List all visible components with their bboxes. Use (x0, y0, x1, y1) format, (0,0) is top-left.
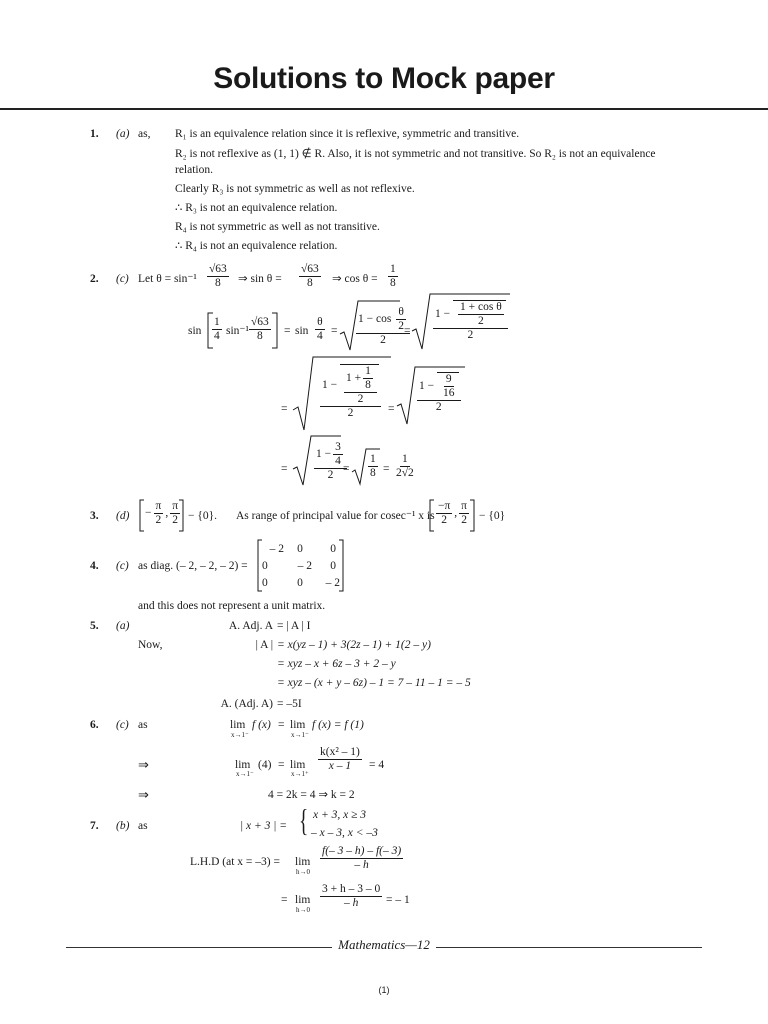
q4-number: 4. (90, 560, 99, 572)
fraction-denominator: 2 (327, 469, 334, 481)
q1-line-6: R₄ is not symmetric as well as not transitive. (175, 221, 380, 233)
q6-k-frac (316, 746, 364, 773)
q6-implies-2: ⇒ (138, 787, 149, 802)
fraction-numerator: 1 (370, 453, 376, 465)
fraction-denominator: 2 (357, 393, 364, 405)
fraction-numerator: f(– 3 – h) – f(– 3) (322, 845, 402, 857)
q2-sin-frac (297, 263, 323, 290)
q7-eq: = (281, 894, 288, 906)
q2-l2-frac (247, 316, 273, 343)
matrix-cell: 0 (330, 543, 336, 555)
q2-l2-sininv: sin⁻¹ (226, 325, 249, 337)
q2-number: 2. (90, 273, 99, 285)
fraction-numerator: π (461, 500, 467, 512)
text: 1 − (322, 379, 338, 392)
q1-line-7: ∴ R₄ is not an equivalence relation. (175, 240, 338, 252)
q2-let-frac (205, 263, 231, 290)
fraction-denominator: 2√2 (396, 467, 414, 479)
q7-lead: as (138, 820, 148, 832)
matrix-cell: 0 (262, 577, 268, 589)
q7-lim-2: lim (295, 894, 311, 906)
q2-l2-inner2 (431, 300, 510, 342)
fraction-denominator: 8 (365, 379, 371, 391)
q7-case-2: – x – 3, x < –3 (311, 827, 378, 839)
fraction-numerator: π (172, 500, 178, 512)
q7-frac-2 (318, 883, 384, 910)
q6-sub-3: x→1⁻ (236, 770, 254, 778)
q5-rhs-2: = x(yz – 1) + 3(2z – 1) + 1(2 – y) (277, 639, 431, 651)
q2-cos-frac (386, 263, 400, 290)
text: 1 + (346, 372, 362, 385)
q3-minus-zero-2: − {0} (479, 510, 506, 522)
q6-l1-a: f (x) (252, 719, 271, 731)
q2-l4-eq1: = (281, 463, 288, 475)
q7-sub-1: h→0 (296, 868, 310, 876)
matrix-cell: – 2 (325, 577, 340, 589)
text: 1 − (435, 308, 451, 321)
fraction-numerator: 1 (365, 365, 371, 377)
fraction-numerator: −π (438, 500, 451, 512)
q5-rhs-1: = | A | I (277, 620, 311, 632)
fraction-numerator: 9 (445, 373, 452, 385)
fraction-numerator: θ (317, 316, 323, 328)
fraction-numerator (344, 365, 377, 393)
fraction-numerator: 3 + h – 3 – 0 (322, 883, 381, 895)
fraction-denominator: 8 (370, 467, 376, 479)
q6-implies-1: ⇒ (138, 757, 149, 772)
q2-l4-eq2: = (343, 463, 350, 475)
fraction-denominator: 2 (441, 514, 448, 526)
q2-l3-inner2 (415, 372, 463, 414)
q1-line-3: relation. (175, 164, 213, 176)
q4-lead: as diag. (– 2, – 2, – 2) = (138, 560, 248, 572)
q1-line-1: R₁ is an equivalence relation since it is reflexive, symmetric and transitive. (175, 128, 520, 140)
fraction-numerator: √63 (209, 263, 227, 275)
fraction-denominator: 2 (477, 315, 484, 327)
q3-int-left: − $\frac{\pi}{2}$ , $\frac{\pi}{2}$ (145, 500, 178, 526)
q6-l2-a: (4) (258, 759, 272, 771)
right-bracket (179, 500, 185, 532)
q5-rhs-3: = xyz – x + 6z – 3 + 2 – y (277, 658, 396, 670)
fraction-numerator: 1 (390, 263, 396, 275)
q3-int-right: $\frac{-\pi}{2}$ , $\frac{\pi}{2}$ (438, 500, 467, 526)
fraction-denominator: – h (354, 859, 369, 871)
fraction-denominator: 16 (443, 387, 455, 399)
q6-sub-4: x→1⁺ (291, 770, 309, 778)
q6-lim-3: lim (235, 759, 251, 771)
q2-l3-eq2: = (388, 403, 395, 415)
q6-lead: as (138, 719, 148, 731)
footer-label (0, 937, 768, 953)
matrix-cell: 0 (262, 560, 268, 572)
fraction-numerator: θ (398, 306, 404, 318)
fraction-denominator: 8 (257, 330, 263, 342)
q1-number: 1. (90, 128, 99, 140)
matrix-cell: 0 (330, 560, 336, 572)
q7-result: = – 1 (386, 894, 410, 906)
q5-option: (a) (116, 620, 130, 632)
fraction-denominator: 4 (335, 455, 341, 467)
fraction-denominator: 4 (317, 330, 323, 342)
text: 1 − (316, 448, 332, 461)
fraction-numerator (356, 306, 410, 334)
text: 1 − cos (358, 313, 392, 326)
right-bracket (470, 500, 476, 532)
q5-now: Now, (138, 639, 163, 651)
matrix-cell: – 2 (269, 543, 284, 555)
q7-frac-1 (318, 845, 405, 872)
q1-line-5: ∴ R₃ is not an equivalence relation. (175, 202, 338, 214)
fraction-denominator: 2 (398, 320, 404, 332)
q5-number: 5. (90, 620, 99, 632)
q2-l2-theta4 (313, 316, 327, 343)
fraction-denominator: – h (343, 897, 359, 909)
fraction-denominator: 2 (435, 401, 442, 413)
fraction-numerator (433, 300, 508, 329)
q6-lim-2: lim (290, 719, 306, 731)
q2-l4-eq3: = (383, 463, 390, 475)
fraction-denominator: 8 (307, 277, 313, 289)
q2-implies-sin: ⇒ sin θ = (238, 273, 282, 285)
q2-l4-frac (366, 453, 380, 480)
q2-l3-inner (318, 364, 383, 420)
q2-l2-eq1: = (284, 325, 291, 337)
q3-minus-zero: − {0}. (188, 510, 218, 522)
brace-icon: { (299, 802, 309, 838)
q5-lhs-2: | A | (255, 639, 273, 651)
fraction-numerator: √63 (301, 263, 319, 275)
q6-option: (c) (116, 719, 129, 731)
fraction-denominator: 4 (214, 330, 220, 342)
q7-option: (b) (116, 820, 130, 832)
fraction-numerator (417, 372, 461, 401)
q6-lim-1: lim (230, 719, 246, 731)
q6-l3: 4 = 2k = 4 ⇒ k = 2 (268, 789, 355, 801)
q3-option: (d) (116, 510, 130, 522)
q2-l4-result (392, 453, 418, 480)
q6-eq4: = 4 (369, 759, 385, 771)
q3-text: As range of principal value for cosec⁻¹ x is (236, 510, 435, 522)
q2-l2-sin2: sin (295, 325, 309, 337)
matrix-cell: 0 (297, 577, 303, 589)
footer-text: Mathematics—12 (332, 937, 436, 952)
fraction-denominator: 8 (215, 277, 221, 289)
q6-l1-b: f (x) = f (1) (312, 719, 364, 731)
q1-lead: as, (138, 128, 151, 140)
q6-sub-1: x→1⁻ (231, 731, 249, 739)
right-bracket (272, 313, 280, 349)
q2-let: Let θ = sin⁻¹ (138, 273, 197, 285)
q7-number: 7. (90, 820, 99, 832)
q2-l2-eq3: = (404, 325, 411, 337)
page-number: (1) (378, 985, 390, 995)
fraction-denominator: 2 (461, 514, 467, 526)
fraction-denominator: 8 (390, 277, 396, 289)
fraction-numerator (314, 441, 347, 469)
q4-note: and this does not represent a unit matrix. (138, 600, 326, 612)
q2-l2-eq2: = (331, 325, 338, 337)
fraction-denominator: 2 (380, 334, 386, 346)
fraction-denominator: 2 (172, 514, 178, 526)
fraction-numerator: 1 (402, 453, 408, 465)
text: 1 − (419, 380, 435, 393)
q6-number: 6. (90, 719, 99, 731)
fraction-denominator: 2 (467, 329, 474, 341)
q2-l3-eq1: = (281, 403, 288, 415)
fraction-numerator: 3 (335, 441, 341, 453)
q1-line-4: Clearly R₃ is not symmetric as well as not reflexive. (175, 183, 415, 195)
q6-sub-2: x→1⁻ (291, 731, 309, 739)
fraction-denominator: 2 (347, 407, 354, 419)
q5-lhs-1: A. Adj. A (228, 620, 273, 632)
q2-l2-quarter (210, 316, 224, 343)
q5-lhs-5: A. (Adj. A) (220, 698, 273, 710)
q5-rhs-4: = xyz – (x + y – 6z) – 1 = 7 – 11 – 1 = – 5 (277, 677, 471, 689)
q3-number: 3. (90, 510, 99, 522)
q7-lhd: L.H.D (at x = –3) = (190, 856, 280, 868)
matrix-cell: – 2 (297, 560, 312, 572)
fraction-numerator: k(x² – 1) (320, 746, 360, 758)
q2-implies-cos: ⇒ cos θ = (332, 273, 378, 285)
q6-l2-eq: = (278, 759, 285, 771)
fraction-numerator (320, 364, 381, 407)
text: − (145, 507, 152, 520)
q1-option: (a) (116, 128, 130, 140)
q5-rhs-5: = –5I (277, 698, 302, 710)
q4-option: (c) (116, 560, 129, 572)
fraction-numerator: 1 (214, 316, 220, 328)
q7-sub-2: h→0 (296, 906, 310, 914)
q6-lim-4: lim (290, 759, 306, 771)
fraction-denominator: x – 1 (328, 760, 352, 772)
title-rule (0, 108, 768, 110)
fraction-numerator: 1 + cos θ (460, 301, 502, 313)
page-title: Solutions to Mock paper (213, 62, 555, 95)
fraction-numerator: √63 (251, 316, 269, 328)
q7-abs: | x + 3 | = (240, 820, 288, 832)
q6-l1-eq: = (278, 719, 285, 731)
q2-option: (c) (116, 273, 129, 285)
q7-lim-1: lim (295, 856, 311, 868)
q7-case-1: x + 3, x ≥ 3 (313, 809, 367, 821)
fraction-numerator: π (155, 500, 162, 512)
q1-line-2: R₂ is not reflexive as (1, 1) ∉ R. Also, it is not symmetric and not transitive. So R₂ is not an equivalence (175, 148, 656, 160)
matrix-cell: 0 (297, 543, 303, 555)
q2-l2-sin: sin (188, 325, 202, 337)
fraction-denominator: 2 (155, 514, 162, 526)
